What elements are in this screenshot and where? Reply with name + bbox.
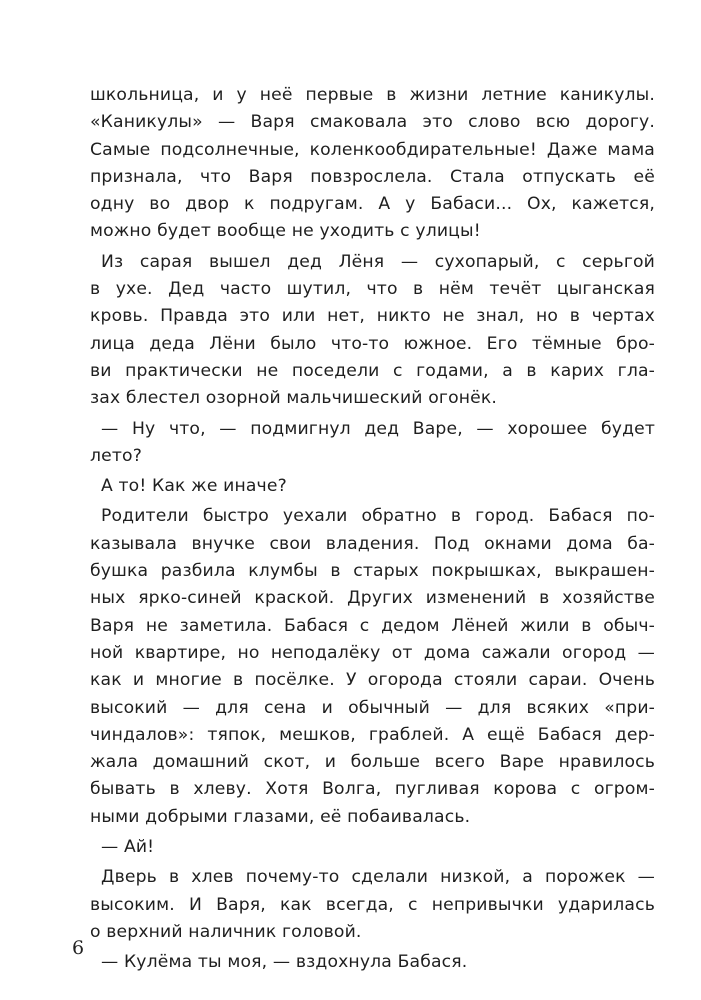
text-line: Родители быстро уехали обратно в город. Бабася по- <box>101 506 655 527</box>
text-line: ной квартире, но неподалёку от дома сажали огород — <box>90 642 655 663</box>
body-text <box>90 82 655 980</box>
text-line: зах блестел озорной мальчишеский огонёк. <box>90 388 498 409</box>
text-line: Дверь в хлев почему-то сделали низкой, а порожек — <box>101 867 655 888</box>
text-line: «Каникулы» — Варя смаковала это слово всю дорогу. <box>90 112 655 133</box>
paragraph <box>90 834 655 861</box>
text-line: Варя не заметила. Бабася с дедом Лёней жили в обыч- <box>90 615 655 636</box>
text-line: — Ай! <box>101 837 155 858</box>
text-line: в ухе. Дед часто шутил, что в нём течёт цыганская <box>90 279 655 300</box>
paragraph <box>90 249 655 413</box>
text-line: можно будет вообще не уходить с улицы! <box>90 221 481 242</box>
text-line: А то! Как же иначе? <box>101 476 287 497</box>
text-line: — Кулёма ты моя, — вздохнула Бабася. <box>101 952 468 973</box>
text-line: лица деда Лёни было что-то южное. Его тёмные бро- <box>90 333 655 354</box>
text-line: ви практически не поседели с годами, а в карих гла- <box>90 360 655 381</box>
text-line: высокий — для сена и обычный — для всяких «при- <box>90 697 655 718</box>
text-line: ными добрыми глазами, её побаивалась. <box>90 806 471 827</box>
text-line: ных ярко-синей краской. Других изменений в хозяйстве <box>90 588 655 609</box>
paragraph <box>90 949 655 976</box>
paragraph <box>90 416 655 471</box>
page-number: 6 <box>72 937 85 959</box>
text-line: школьница, и у неё первые в жизни летние каникулы. <box>90 85 655 105</box>
text-line: — Ну что, — подмигнул дед Варе, — хорошее будет <box>101 418 655 439</box>
text-line: жала домашний скот, и больше всего Варе нравилось <box>90 752 655 773</box>
text-line: кровь. Правда это или нет, никто не знал, но в чертах <box>90 306 655 327</box>
text-line: признала, что Варя повзрослела. Стала отпускать её <box>90 166 655 187</box>
text-line: бушка разбила клумбы в старых покрышках, выкрашен- <box>90 561 655 582</box>
paragraph <box>90 82 655 246</box>
text-line: одну во двор к подругам. А у Бабаси... Ох, кажется, <box>90 194 655 215</box>
text-line: казывала внучке свои владения. Под окнами дома ба- <box>90 533 655 554</box>
text-line: высоким. И Варя, как всегда, с непривычки ударилась <box>90 894 655 915</box>
paragraph <box>90 473 655 500</box>
text-line: чиндалов»: тяпок, мешков, граблей. А ещё Бабася дер- <box>90 724 655 745</box>
text-line: как и многие в посёлке. У огорода стояли сараи. Очень <box>90 670 655 691</box>
text-line: о верхний наличник головой. <box>90 921 362 942</box>
text-line: Самые подсолнечные, коленкообдирательные! Даже мама <box>90 139 655 160</box>
text-line: лето? <box>90 445 142 466</box>
paragraph <box>90 503 655 831</box>
paragraph <box>90 864 655 946</box>
text-line: Из сарая вышел дед Лёня — сухопарый, с серьгой <box>101 251 655 272</box>
text-line: бывать в хлеву. Хотя Волга, пугливая корова с огром- <box>90 779 655 800</box>
